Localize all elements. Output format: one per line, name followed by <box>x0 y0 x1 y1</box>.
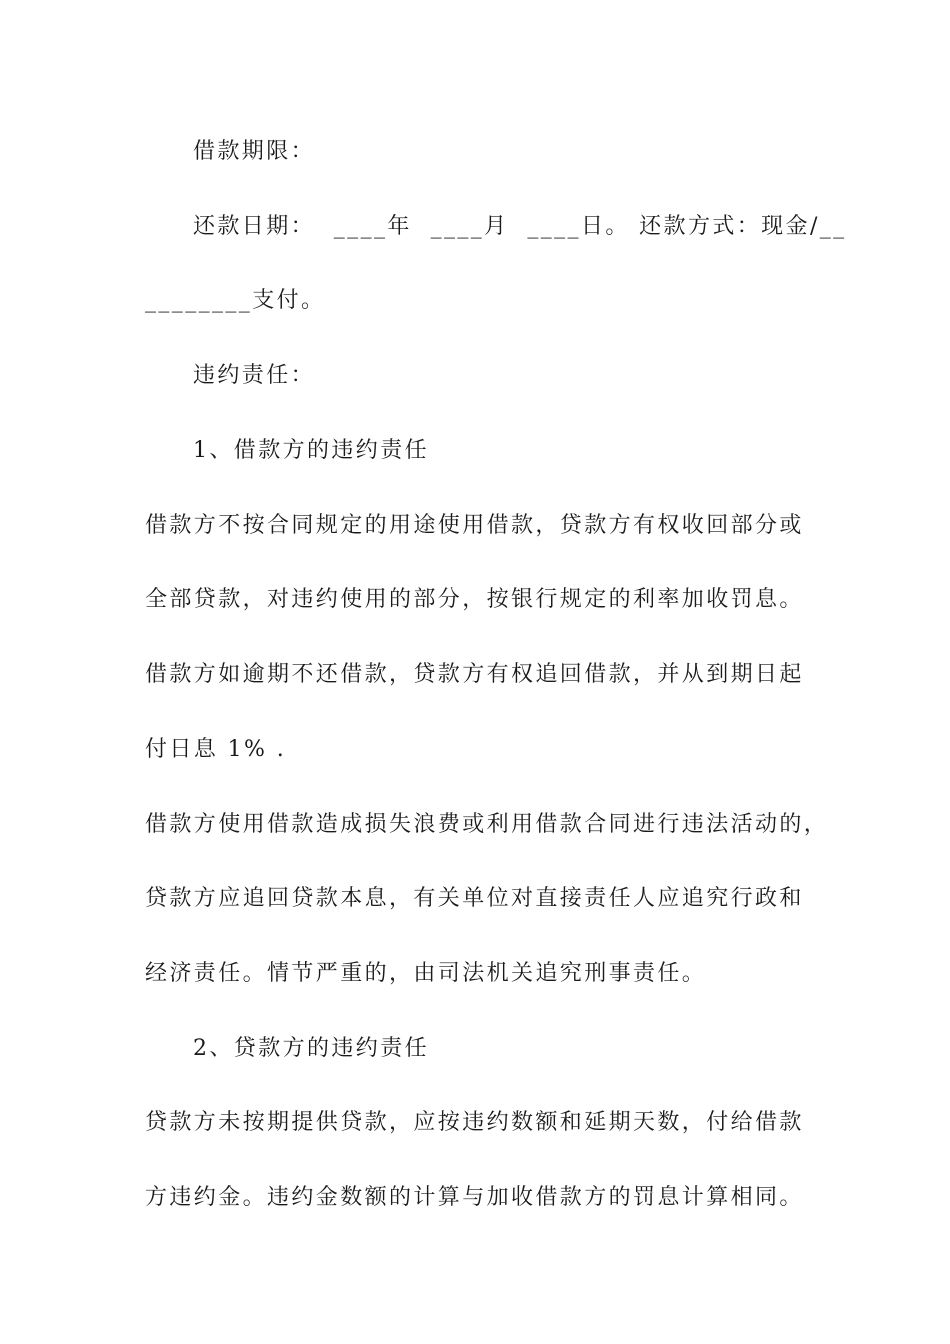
paragraph-line: 贷款方应追回贷款本息，有关单位对直接责任人应追究行政和 <box>145 886 804 911</box>
paragraph-line: 借款方如逾期不还借款，贷款方有权追回借款，并从到期日起 <box>145 662 804 687</box>
loan-term-label: 借款期限： <box>193 139 316 164</box>
payment-method-continuation: ________支付。 <box>145 288 326 313</box>
paragraph-line: 借款方不按合同规定的用途使用借款，贷款方有权收回部分或 <box>145 513 804 538</box>
paragraph-line: 付日息 1% . <box>145 737 287 762</box>
paragraph-line: 贷款方未按期提供贷款，应按违约数额和延期天数，付给借款 <box>145 1110 804 1135</box>
paragraph-line: 全部贷款，对违约使用的部分，按银行规定的利率加收罚息。 <box>145 587 804 612</box>
paragraph-line: 经济责任。情节严重的，由司法机关追究刑事责任。 <box>145 961 707 986</box>
repayment-line: 还款日期： ____年 ____月 ____日。 还款方式：现金/__ <box>193 214 847 239</box>
borrower-liability-heading: 1、借款方的违约责任 <box>193 438 429 463</box>
lender-liability-heading: 2、贷款方的违约责任 <box>193 1036 429 1061</box>
breach-liability-heading: 违约责任： <box>193 363 316 388</box>
paragraph-line: 方违约金。违约金数额的计算与加收借款方的罚息计算相同。 <box>145 1185 804 1210</box>
paragraph-line: 借款方使用借款造成损失浪费或利用借款合同进行违法活动的， <box>145 812 829 837</box>
